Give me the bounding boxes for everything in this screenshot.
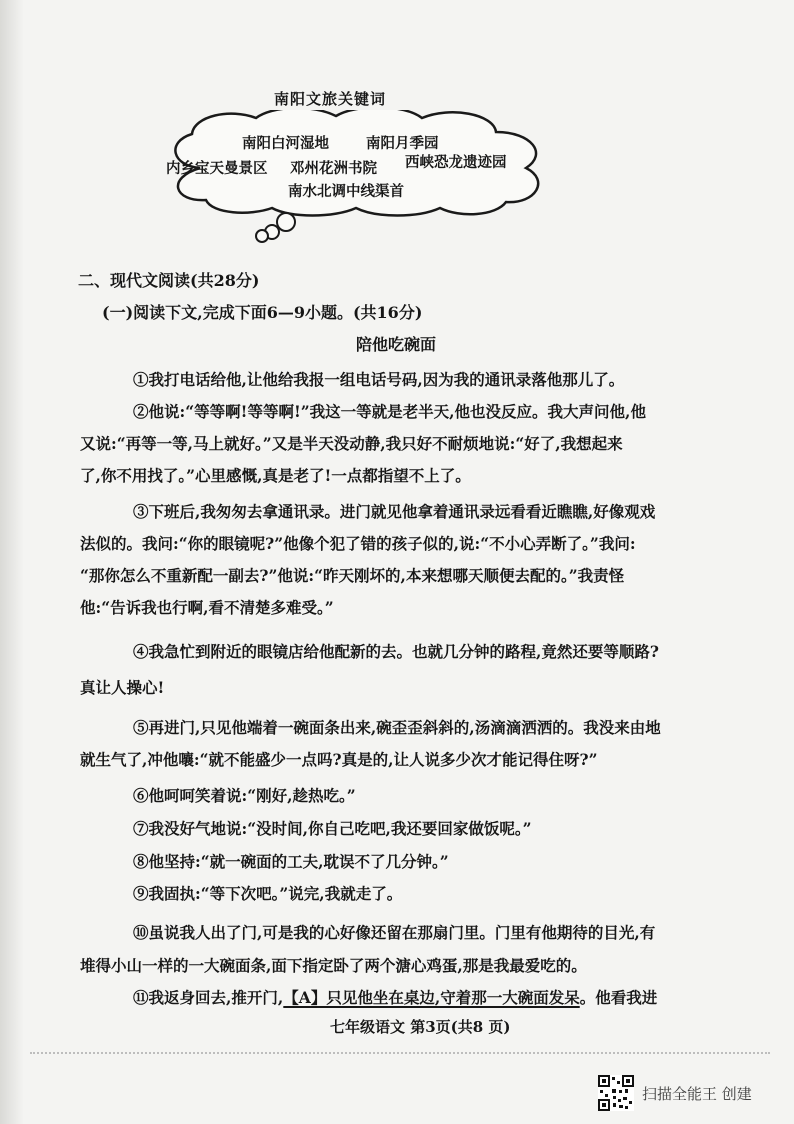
- article-line: 堆得小山一样的一大碗面条,面下指定卧了两个溏心鸡蛋,那是我最爱吃的。: [80, 956, 587, 975]
- article-line: 又说:“再等一等,马上就好。”又是半天没动静,我只好不耐烦地说:“好了,我想起来: [80, 434, 623, 453]
- article-line: ⑤再进门,只见他端着一碗面条出来,碗歪歪斜斜的,汤滴滴洒洒的。我没来由地: [133, 718, 661, 737]
- article-line: “那你怎么不重新配一副去?”他说:“昨天刚坏的,本来想哪天顺便去配的。”我责怪: [80, 566, 625, 585]
- article-line: 真让人操心!: [80, 678, 165, 697]
- article-line: ④我急忙到附近的眼镜店给他配新的去。也就几分钟的路程,竟然还要等顺路?: [133, 642, 659, 661]
- cloud-keyword: 内乡宝天曼景区: [166, 161, 268, 177]
- article-line-last: [133, 986, 657, 1008]
- cloud-keyword: 西峡恐龙遗迹园: [405, 155, 507, 171]
- article-line: 他:“告诉我也行啊,看不清楚多难受。”: [80, 598, 334, 617]
- last-line-prefix: ⑪我返身回去,推开门,: [133, 988, 284, 1007]
- article-line: ⑧他坚持:“就一碗面的工夫,耽误不了几分钟。”: [133, 852, 449, 871]
- article-line: ①我打电话给他,让他给我报一组电话号码,因为我的通讯录落他那儿了。: [133, 370, 625, 389]
- scanner-watermark: 扫描全能王 创建: [642, 1085, 752, 1103]
- article-line: ⑦我没好气地说:“没时间,你自己吃吧,我还要回家做饭呢。”: [133, 819, 532, 838]
- article-title: 陪他吃碗面: [356, 335, 437, 354]
- article-line: ②他说:“等等啊!等等啊!”我这一等就是老半天,他也没反应。我大声问他,他: [133, 402, 646, 421]
- article-line: ③下班后,我匆匆去拿通讯录。进门就见他拿着通讯录远看看近瞧瞧,好像观戏: [133, 502, 656, 521]
- section-subheading: (一)阅读下文,完成下面6—9小题。(共16分): [102, 303, 423, 322]
- article-line: ⑥他呵呵笑着说:“刚好,趁热吃。”: [133, 786, 356, 805]
- article-line: 了,你不用找了。”心里感慨,真是老了!一点都指望不上了。: [80, 466, 471, 485]
- last-line-suffix: 。他看我进: [579, 988, 658, 1007]
- cloud-keyword: 南水北调中线渠首: [288, 184, 404, 200]
- cloud-keyword: 南阳白河湿地: [242, 136, 329, 152]
- page-footer: 七年级语文 第3页(共8 页): [330, 1018, 511, 1036]
- article-line: 法似的。我问:“你的眼镜呢?”他像个犯了错的孩子似的,说:“不小心弄断了。”我问:: [80, 534, 636, 553]
- marked-sentence-a: 【A】只见他坐在桌边,守着那一大碗面发呆: [283, 988, 580, 1007]
- article-line: ⑩虽说我人出了门,可是我的心好像还留在那扇门里。门里有他期待的目光,有: [133, 923, 656, 942]
- qr-code-icon: [598, 1075, 634, 1111]
- article-line: 就生气了,冲他嚷:“就不能盛少一点吗?真是的,让人说多少次才能记得住呀?”: [80, 750, 598, 769]
- cloud-title: 南阳文旅关键词: [274, 90, 387, 108]
- section-heading: 二、现代文阅读(共28分): [78, 271, 260, 290]
- cloud-keyword: 邓州花洲书院: [290, 161, 377, 177]
- article-line: ⑨我固执:“等下次吧。”说完,我就走了。: [133, 884, 403, 903]
- page-divider: [30, 1052, 770, 1054]
- cloud-keyword: 南阳月季园: [366, 136, 439, 152]
- scan-edge: [0, 0, 24, 1124]
